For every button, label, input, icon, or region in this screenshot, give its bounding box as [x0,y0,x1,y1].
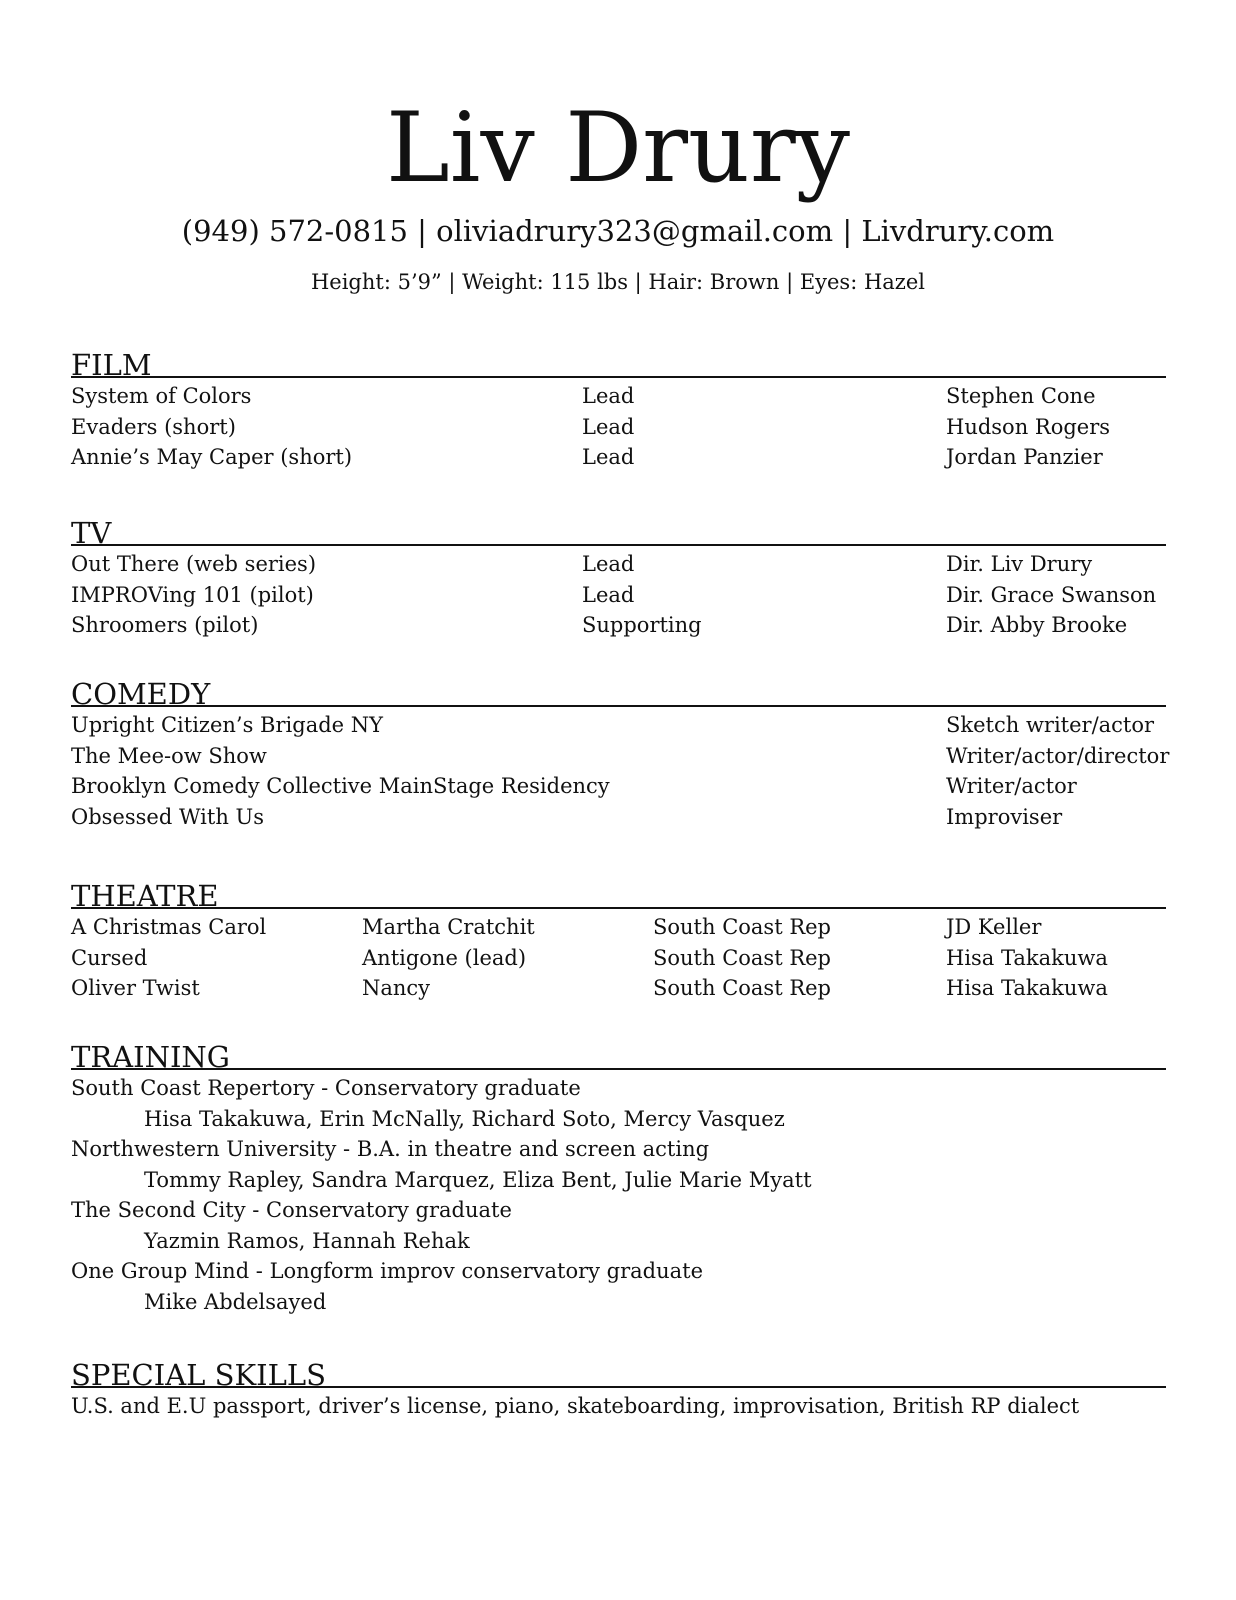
credit-venue: Upright Citizen’s Brigade NY [71,713,383,737]
credit-role: Lead [582,414,635,439]
credit-row [71,973,1166,1004]
credit-title: IMPROVing 101 (pilot) [71,582,314,607]
credit-row [71,442,1166,473]
credit-role: Writer/actor/director [946,743,1170,768]
skills-section [71,1356,1166,1422]
section-title: FILM [71,348,152,382]
credit-role: Supporting [582,613,702,637]
credit-role: Lead [582,552,635,576]
section-header [71,346,1166,382]
credit-row [71,580,1166,611]
credit-role: Antigone (lead) [362,945,527,970]
training-section [71,1038,1166,1317]
contact-line: (949) 572-0815 | oliviadrury323@gmail.com | Livdrury.com [181,214,1055,248]
credit-row [71,741,1170,772]
credit-director: Dir. Grace Swanson [946,582,1157,607]
credit-director: JD Keller [946,915,1042,939]
credit-company: South Coast Rep [653,945,831,970]
theatre-section [71,877,1166,1004]
credit-title: Shroomers (pilot) [71,613,259,637]
credit-row [71,771,1166,802]
section-title: SPECIAL SKILLS [71,1358,326,1392]
credit-venue: Brooklyn Comedy Collective MainStage Residency [71,774,610,798]
credit-venue: The Mee-ow Show [71,743,267,768]
training-program: South Coast Repertory - Conservatory graduate [71,1076,581,1100]
credit-row [71,943,1166,974]
credit-row [71,710,1166,741]
section-title: COMEDY [71,677,211,711]
credit-role: Sketch writer/actor [946,713,1155,737]
credit-play: Cursed [71,945,148,970]
credit-role: Lead [582,384,635,408]
credit-row [71,381,1166,412]
resume-name: Liv Drury [385,92,850,204]
credit-director: Hisa Takakuwa [946,976,1108,1000]
credit-play: Oliver Twist [71,976,200,1000]
credit-title: Evaders (short) [71,414,236,439]
credit-role: Nancy [362,976,431,1000]
credit-director: Hudson Rogers [946,414,1111,439]
credit-company: South Coast Rep [653,976,831,1000]
section-header [71,514,1166,550]
credit-row [71,412,1166,443]
credit-director: Hisa Takakuwa [946,945,1108,970]
comedy-section [71,675,1170,832]
credit-director: Dir. Liv Drury [946,552,1093,576]
section-header [71,1038,1166,1074]
credit-row [71,610,1166,641]
credit-company: South Coast Rep [653,915,831,939]
training-program: One Group Mind - Longform improv conservatory graduate [71,1259,704,1283]
training-teachers: Mike Abdelsayed [144,1289,327,1314]
section-title: TRAINING [71,1040,230,1074]
credit-title: Out There (web series) [71,552,317,576]
training-teachers: Tommy Rapley, Sandra Marquez, Eliza Bent, Julie Marie Myatt [144,1167,812,1192]
tv-section [71,514,1166,641]
credit-role: Lead [582,582,635,607]
credit-role: Martha Cratchit [362,915,535,939]
credit-director: Jordan Panzier [946,445,1103,469]
credit-venue: Obsessed With Us [71,804,265,829]
section-header [71,877,1166,913]
section-title: TV [71,516,112,550]
film-section [71,346,1166,473]
credit-row [71,549,1166,580]
credit-title: System of Colors [71,384,252,408]
section-header [71,675,1166,711]
training-teachers: Yazmin Ramos, Hannah Rehak [144,1228,470,1253]
credit-director: Stephen Cone [946,384,1096,408]
section-title: THEATRE [71,879,219,913]
credit-title: Annie’s May Caper (short) [71,445,353,469]
credit-row [71,912,1166,943]
skills-text: U.S. and E.U passport, driver’s license, piano, skateboarding, improvisation, British RP dialect [71,1394,1080,1418]
credit-row [71,802,1166,833]
credit-play: A Christmas Carol [71,915,267,939]
section-header [71,1356,1166,1392]
training-program: The Second City - Conservatory graduate [71,1198,512,1222]
training-program: Northwestern University - B.A. in theatre and screen acting [71,1137,710,1161]
credit-role: Improviser [946,804,1063,829]
training-teachers: Hisa Takakuwa, Erin McNally, Richard Soto, Mercy Vasquez [144,1106,785,1131]
credit-role: Writer/actor [946,774,1077,798]
credit-role: Lead [582,445,635,469]
credit-director: Dir. Abby Brooke [946,613,1128,637]
physical-stats: Height: 5’9” | Weight: 115 lbs | Hair: Brown | Eyes: Hazel [310,270,926,294]
